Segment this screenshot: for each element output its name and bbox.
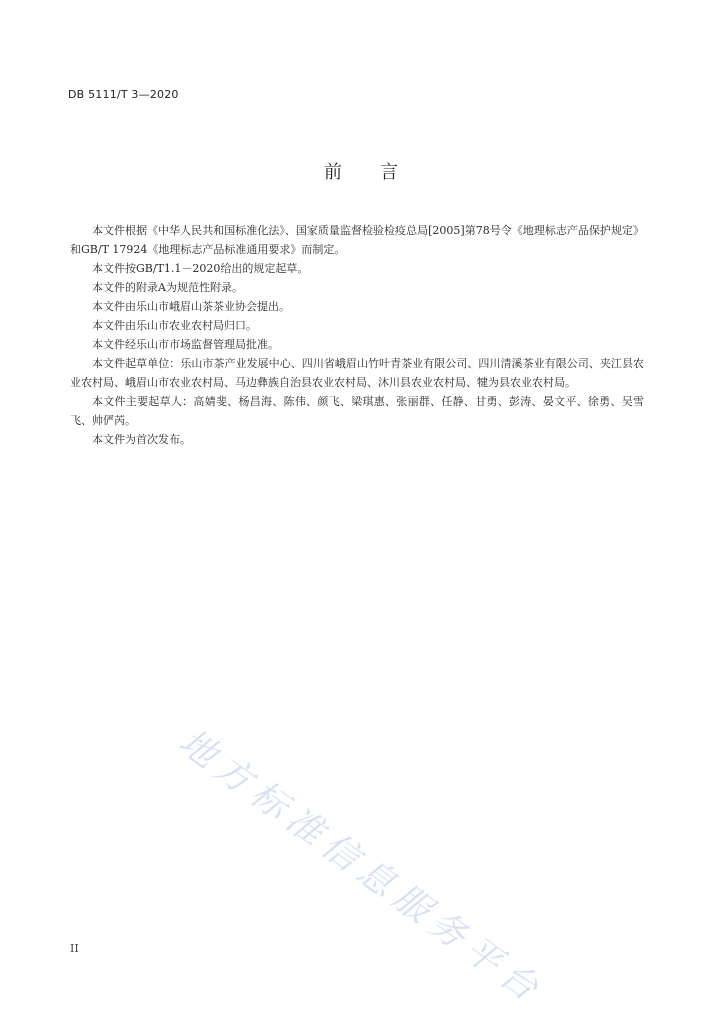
paragraph-first-release: 本文件为首次发布。 [92, 433, 191, 446]
paragraph-appendix: 本文件的附录A为规范性附录。 [92, 281, 243, 294]
paragraph-approved-by: 本文件经乐山市市场监督管理局批准。 [92, 338, 279, 351]
paragraph-administered-by: 本文件由乐山市农业农村局归口。 [92, 319, 257, 332]
page-number: II [70, 942, 79, 955]
document-code: DB 5111/T 3—2020 [68, 88, 179, 101]
title-part-1: 前 [324, 162, 344, 183]
watermark: 地方标准信息服务平台 [171, 721, 552, 1014]
foreword-body [70, 221, 644, 449]
title-part-2: 言 [380, 162, 400, 183]
paragraph-drafting-units: 本文件起草单位：乐山市茶产业发展中心、四川省峨眉山竹叶青茶业有限公司、四川清溪茶业有限公司、夹江县农业农村局、峨眉山市农业农村局、马边彝族自治县农业农村局、沐川县农业农村局、犍为县农业农村局。 [70, 357, 644, 389]
paragraph-drafting-rules: 本文件按GB/T1.1－2020给出的规定起草。 [92, 262, 309, 275]
paragraph-drafters: 本文件主要起草人：高婧斐、杨昌海、陈伟、颜飞、梁琪惠、张丽群、任静、甘勇、彭涛、晏文平、徐勇、吴雪飞、帅俨芮。 [70, 395, 644, 427]
page-title [0, 158, 724, 184]
paragraph-proposed-by: 本文件由乐山市峨眉山茶茶业协会提出。 [92, 300, 290, 313]
paragraph-basis: 本文件根据《中华人民共和国标准化法》、国家质量监督检验检疫总局[2005]第78号令《地理标志产品保护规定》和GB/T 17924《地理标志产品标准通用要求》而制定。 [70, 224, 644, 256]
